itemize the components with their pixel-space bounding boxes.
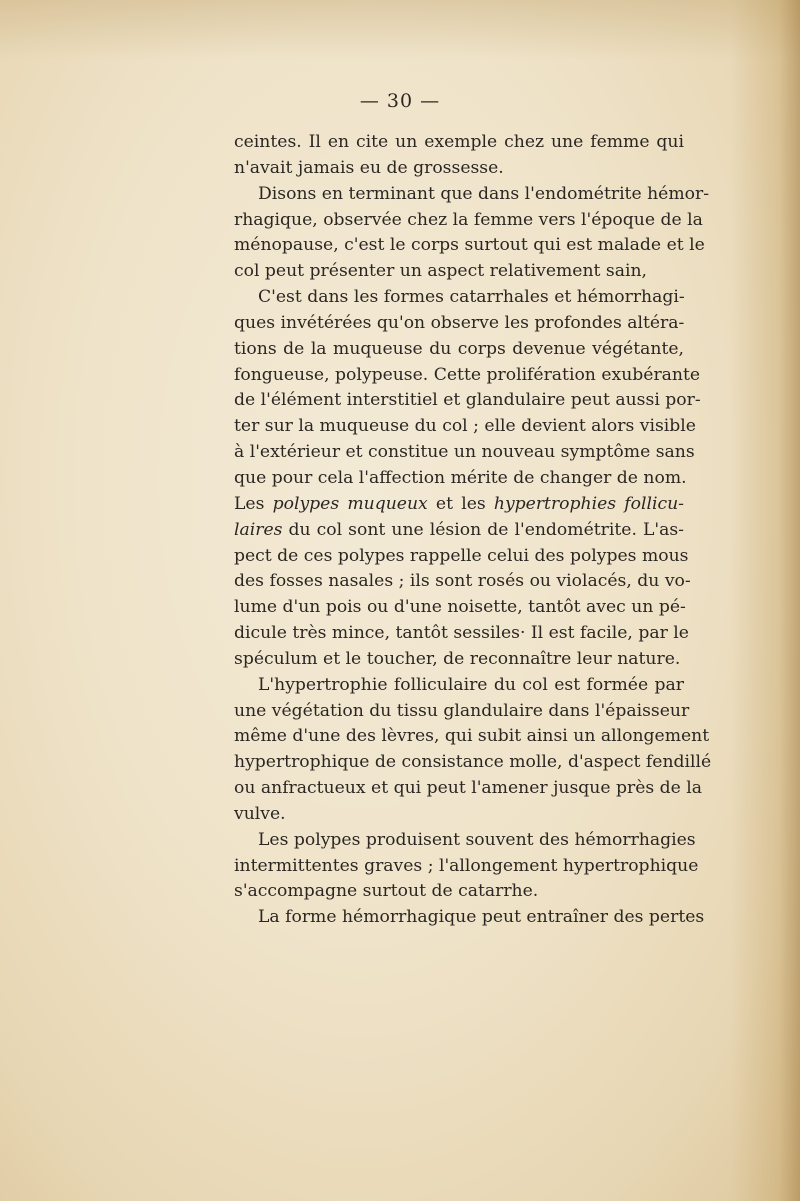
text-line: n'avait jamais eu de grossesse. bbox=[234, 157, 504, 178]
text-line: lume d'un pois ou d'une noisette, tantôt avec un pé- bbox=[234, 597, 686, 618]
text-line: Les polypes produisent souvent des hémorrhagies bbox=[258, 829, 696, 850]
italic-term: hypertrophies follicu- bbox=[493, 493, 684, 514]
text-line: spéculum et le toucher, de reconnaître leur nature. bbox=[234, 648, 681, 669]
text-run: et les bbox=[427, 493, 494, 514]
text-run: Les bbox=[234, 493, 273, 514]
body-text bbox=[234, 130, 712, 931]
text-line bbox=[234, 492, 684, 518]
text-line: des fosses nasales ; ils sont rosés ou violacés, du vo- bbox=[234, 571, 691, 592]
text-line: fongueuse, polypeuse. Cette prolifération exubérante bbox=[234, 364, 701, 385]
text-line: L'hypertrophie folliculaire du col est formée par bbox=[258, 674, 684, 695]
text-line: s'accompagne surtout de catarrhe. bbox=[234, 881, 539, 902]
text-line: vulve. bbox=[234, 803, 286, 824]
text-line: que pour cela l'affection mérite de changer de nom. bbox=[234, 467, 687, 488]
text-line: ou anfractueux et qui peut l'amener jusque près de la bbox=[234, 778, 703, 799]
text-line: ter sur la muqueuse du col ; elle devient alors visible bbox=[234, 416, 696, 437]
text-line bbox=[234, 518, 684, 544]
page-edge-shadow bbox=[730, 0, 800, 1201]
text-line: intermittentes graves ; l'allongement hypertrophique bbox=[234, 855, 699, 876]
text-line: tions de la muqueuse du corps devenue végétante, bbox=[234, 338, 684, 359]
text-line: col peut présenter un aspect relativement sain, bbox=[234, 261, 648, 282]
text-line: La forme hémorrhagique peut entraîner des pertes bbox=[258, 907, 705, 928]
italic-term: laires bbox=[234, 519, 283, 540]
text-line: même d'une des lèvres, qui subit ainsi un allongement bbox=[234, 726, 710, 747]
text-line: de l'élément interstitiel et glandulaire peut aussi por- bbox=[234, 390, 701, 411]
text-line: à l'extérieur et constitue un nouveau symptôme sans bbox=[234, 442, 695, 463]
text-run: du col sont une lésion de l'endométrite. L'as- bbox=[282, 519, 684, 540]
page-top-shadow bbox=[0, 0, 800, 60]
page-number: — 30 — bbox=[359, 90, 441, 112]
text-line: dicule très mince, tantôt sessiles· Il est facile, par le bbox=[234, 623, 689, 644]
text-line: ménopause, c'est le corps surtout qui est malade et le bbox=[234, 235, 705, 256]
text-line: hypertrophique de consistance molle, d'aspect fendillé bbox=[234, 752, 712, 773]
text-line: C'est dans les formes catarrhales et hémorrhagi- bbox=[258, 287, 685, 308]
text-line: pect de ces polypes rappelle celui des polypes mous bbox=[234, 545, 689, 566]
text-line: une végétation du tissu glandulaire dans l'épaisseur bbox=[234, 700, 690, 721]
text-line: ceintes. Il en cite un exemple chez une femme qui bbox=[234, 132, 684, 152]
text-line: rhagique, observée chez la femme vers l'époque de la bbox=[234, 209, 703, 230]
text-line: Disons en terminant que dans l'endométrite hémor- bbox=[258, 183, 710, 204]
italic-term: polypes muqueux bbox=[272, 493, 428, 514]
text-line: ques invétérées qu'on observe les profondes altéra- bbox=[234, 312, 685, 333]
